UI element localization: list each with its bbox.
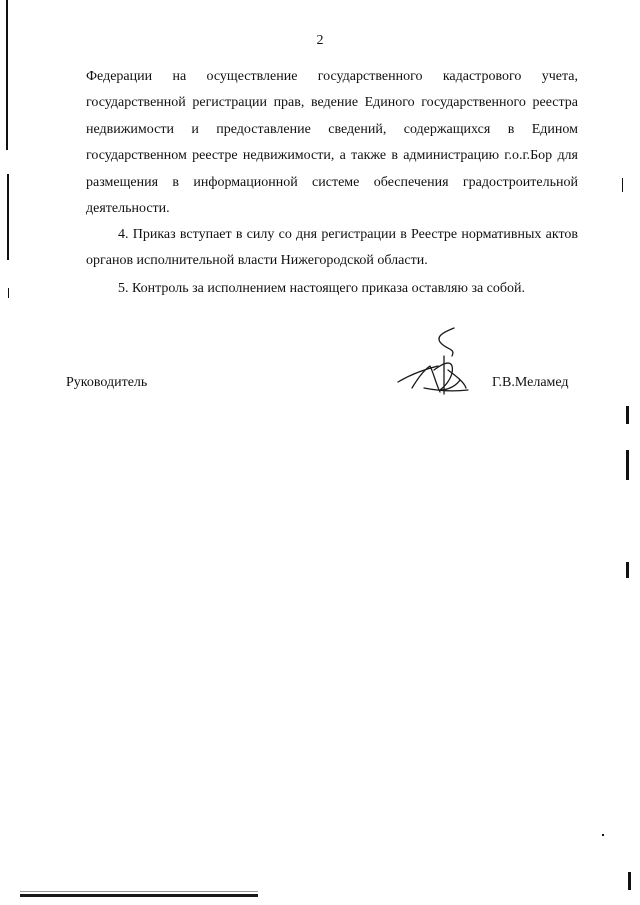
item-4-paragraph: [86, 222, 578, 275]
signatory-role: Руководитель: [66, 375, 148, 390]
paragraph-continued: [86, 64, 578, 222]
scan-edge-mark: [602, 834, 604, 836]
paragraph-line: государственном реестре недвижимости, а также в администрацию г.о.г.Бор для: [86, 148, 578, 164]
scan-edge-mark: [8, 288, 9, 298]
scan-edge-mark: [6, 0, 8, 150]
scan-edge-mark: [622, 178, 623, 192]
footer-rule: [20, 894, 258, 897]
paragraph-line: недвижимости и предоставление сведений, содержащихся в Едином: [86, 121, 578, 137]
paragraph-line: 4. Приказ вступает в силу со дня регистрации в Реестре нормативных актов: [118, 227, 578, 242]
scan-edge-mark: [7, 174, 9, 260]
handwritten-signature: [394, 326, 478, 402]
signatory-name: Г.В.Меламед: [492, 375, 569, 390]
scan-edge-mark: [628, 872, 631, 890]
scan-edge-mark: [626, 406, 629, 424]
footer-rule-thin: [20, 891, 258, 892]
paragraph-line: 5. Контроль за исполнением настоящего приказа оставляю за собой.: [118, 281, 526, 296]
paragraph-line: размещения в информационной системе обеспечения градостроительной: [86, 174, 578, 190]
item-5-paragraph: [86, 276, 578, 302]
page-number: 2: [316, 33, 324, 48]
scan-edge-mark: [626, 562, 629, 578]
paragraph-line: государственной регистрации прав, ведение Единого государственного реестра: [86, 95, 578, 111]
paragraph-line: органов исполнительной власти Нижегородской области.: [86, 253, 428, 269]
paragraph-line: Федерации на осуществление государственного кадастрового учета,: [86, 69, 578, 84]
paragraph-line: деятельности.: [86, 201, 170, 217]
scan-edge-mark: [626, 450, 629, 480]
